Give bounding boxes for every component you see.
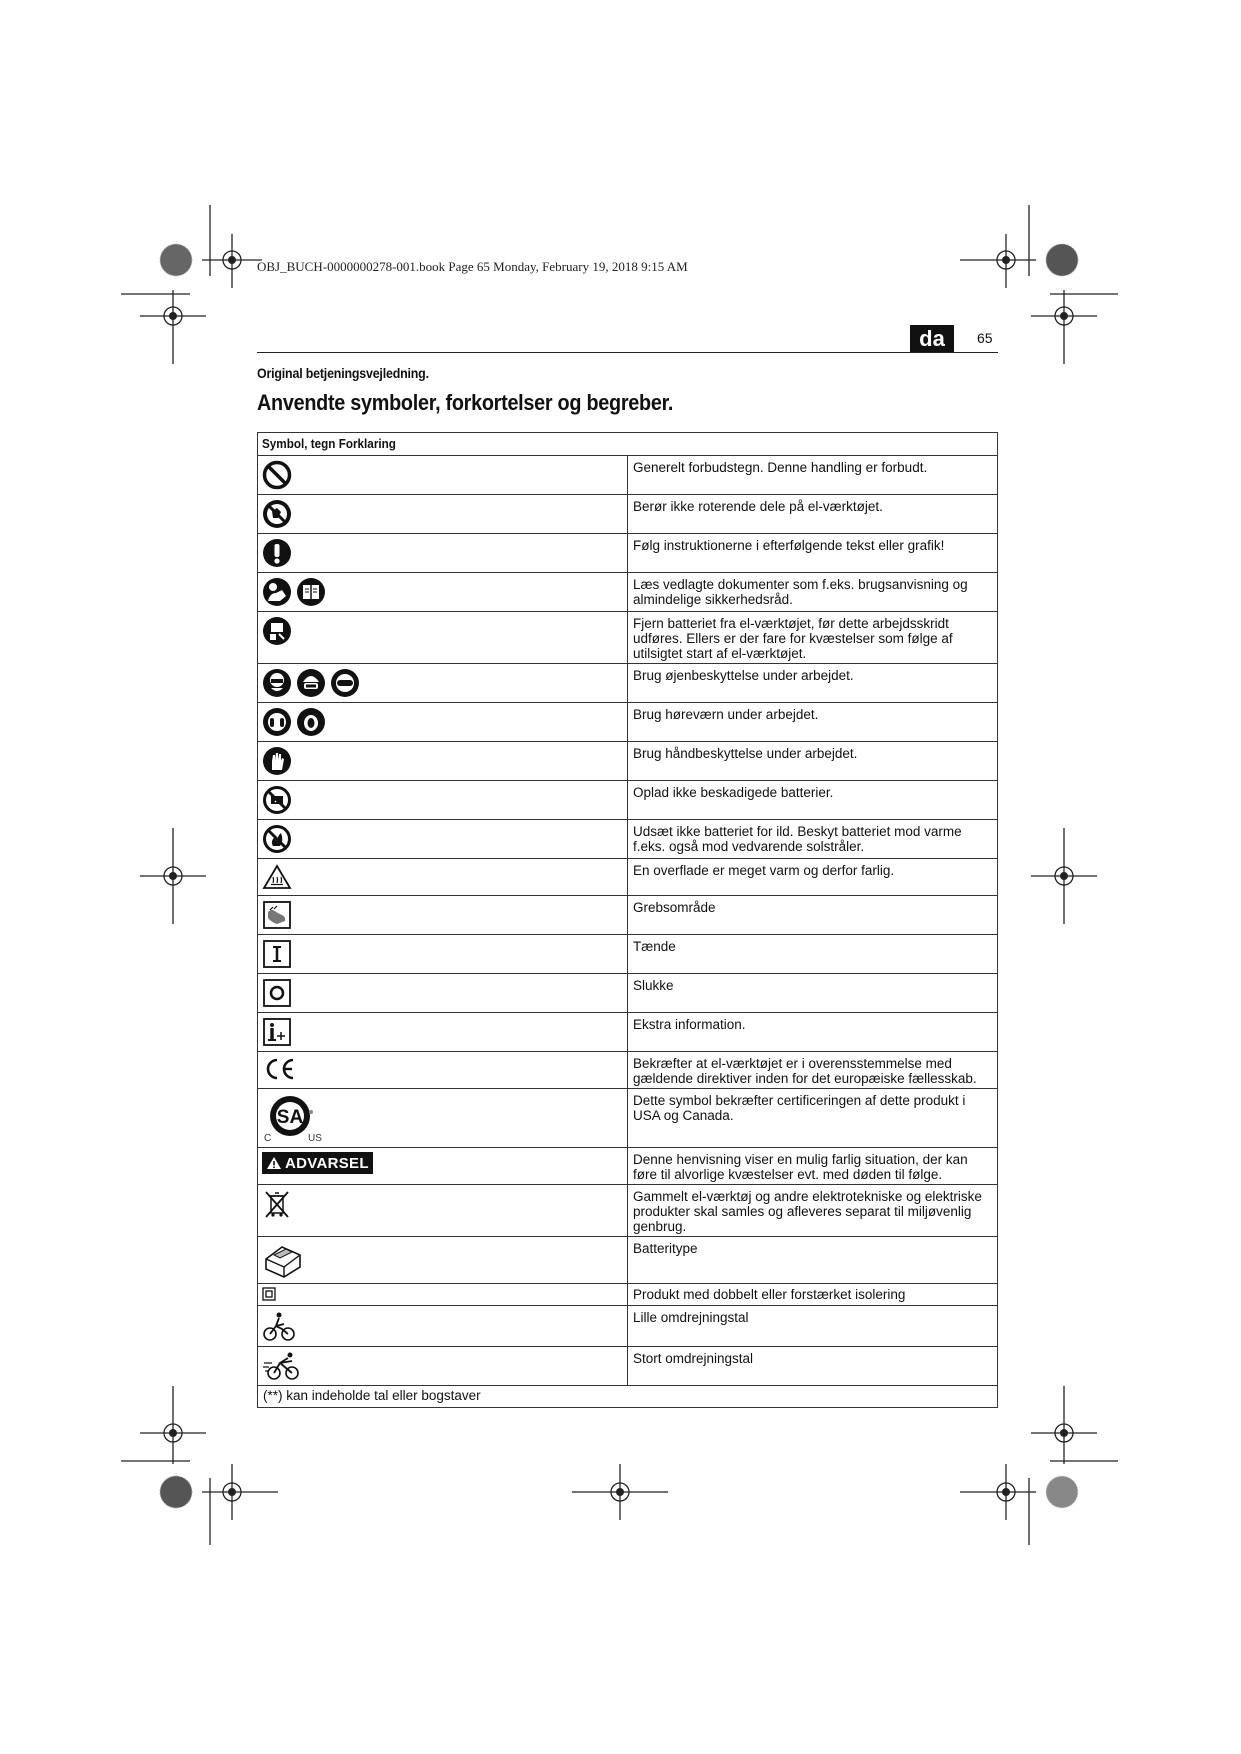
row-text: Batteritype — [628, 1237, 998, 1284]
table-row — [258, 781, 998, 820]
weee-bin-icon — [262, 1189, 292, 1219]
row-text: Lille omdrejningstal — [628, 1306, 998, 1347]
row-text: Brug håndbeskyttelse under arbejdet. — [628, 742, 998, 781]
row-text: Berør ikke roterende dele på el-værktøjet. — [628, 495, 998, 534]
document-subtitle: Original betjeningsvejledning. — [257, 366, 429, 381]
row-text: Stort omdrejningstal — [628, 1347, 998, 1386]
warning-label-icon — [262, 1152, 373, 1174]
table-header-row — [258, 433, 998, 456]
row-text: Gammelt el-værktøj og andre elektrotekniske og elektriske produkter skal samles og afleveres separat til miljøvenlig genbrug. — [628, 1185, 998, 1237]
slow-speed-icon — [262, 1310, 296, 1342]
exclamation-icon — [262, 538, 292, 568]
csa-c-label: C — [264, 1133, 272, 1144]
header-rule — [257, 352, 998, 353]
table-row — [258, 1284, 998, 1306]
row-text: Brug høreværn under arbejdet. — [628, 703, 998, 742]
warning-triangle-icon — [266, 1156, 282, 1170]
row-text: Dette symbol bekræfter certificeringen af dette produkt i USA og Canada. — [628, 1089, 998, 1148]
book-icon — [296, 577, 326, 607]
goggles-icon — [330, 668, 360, 698]
row-text: Læs vedlagte dokumenter som f.eks. brugsanvisning og almindelige sikkerhedsråd. — [628, 573, 998, 612]
table-row — [258, 703, 998, 742]
face-shield-icon — [262, 668, 292, 698]
table-row — [258, 742, 998, 781]
row-text: Grebsområde — [628, 896, 998, 935]
table-row — [258, 820, 998, 859]
row-text: Følg instruktionerne i efterfølgende tekst eller grafik! — [628, 534, 998, 573]
no-fire-battery-icon — [262, 824, 292, 854]
warning-label-text: ADVARSEL — [285, 1154, 369, 1172]
table-row — [258, 974, 998, 1013]
table-footer-row — [258, 1386, 998, 1408]
table-row — [258, 1306, 998, 1347]
power-off-icon — [262, 978, 292, 1008]
gloves-icon — [262, 746, 292, 776]
row-text: Fjern batteriet fra el-værktøjet, før dette arbejdsskridt udføres. Ellers er der fare for kvæstelser som følge af utilsigtet start af el-værktøjet. — [628, 612, 998, 664]
table-row — [258, 859, 998, 896]
ce-mark-icon — [262, 1056, 296, 1082]
table-footer: (**) kan indeholde tal eller bogstaver — [258, 1386, 998, 1408]
helmet-visor-icon — [296, 668, 326, 698]
table-row — [258, 1185, 998, 1237]
table-row — [258, 1347, 998, 1386]
prohibition-icon — [262, 460, 292, 490]
print-info-line: OBJ_BUCH-0000000278-001.book Page 65 Monday, February 19, 2018 9:15 AM — [257, 259, 688, 274]
language-tab: da — [910, 325, 954, 352]
table-row — [258, 495, 998, 534]
hot-surface-icon — [262, 863, 292, 891]
remove-battery-icon — [262, 616, 292, 646]
table-row — [258, 1237, 998, 1284]
no-touch-rotating-icon — [262, 499, 292, 529]
ear-protection-icon — [262, 707, 292, 737]
table-row — [258, 1148, 998, 1185]
table-row — [258, 456, 998, 495]
csa-us-label: US — [308, 1133, 322, 1144]
table-row — [258, 1052, 998, 1089]
table-row — [258, 612, 998, 664]
symbol-table — [257, 432, 998, 1408]
row-text: Produkt med dobbelt eller forstærket isolering — [628, 1284, 998, 1306]
row-text: Ekstra information. — [628, 1013, 998, 1052]
row-text: Udsæt ikke batteriet for ild. Beskyt batteriet mod varme f.eks. også mod vedvarende solstråler. — [628, 820, 998, 859]
row-text: Denne henvisning viser en mulig farlig situation, der kan føre til alvorlige kvæstelser evt. med døden til følge. — [628, 1148, 998, 1185]
table-row — [258, 573, 998, 612]
table-row — [258, 1089, 998, 1148]
section-title: Anvendte symboler, forkortelser og begreber. — [257, 390, 674, 415]
row-text: En overflade er meget varm og derfor farlig. — [628, 859, 998, 896]
table-row — [258, 664, 998, 703]
power-on-icon — [262, 939, 292, 969]
svg-text:SA: SA — [276, 1107, 304, 1128]
row-text: Generelt forbudstegn. Denne handling er forbudt. — [628, 456, 998, 495]
no-charge-damaged-battery-icon — [262, 785, 292, 815]
read-manual-icon — [262, 577, 292, 607]
fast-speed-icon — [262, 1351, 302, 1381]
row-text: Slukke — [628, 974, 998, 1013]
battery-type-icon — [262, 1241, 304, 1279]
table-row — [258, 935, 998, 974]
row-text: Bekræfter at el-værktøjet er i overensstemmelse med gældende direktiver inden for det europæiske fællesskab. — [628, 1052, 998, 1089]
info-plus-icon — [262, 1017, 292, 1047]
grip-area-icon — [262, 900, 292, 930]
table-row — [258, 1013, 998, 1052]
double-insulation-icon — [262, 1287, 276, 1301]
table-row — [258, 534, 998, 573]
row-text: Brug øjenbeskyttelse under arbejdet. — [628, 664, 998, 703]
row-text: Tænde — [628, 935, 998, 974]
table-row — [258, 896, 998, 935]
ear-muff-icon — [296, 707, 326, 737]
page-number: 65 — [977, 330, 993, 346]
table-header: Symbol, tegn Forklaring — [262, 436, 396, 451]
row-text: Oplad ikke beskadigede batterier. — [628, 781, 998, 820]
